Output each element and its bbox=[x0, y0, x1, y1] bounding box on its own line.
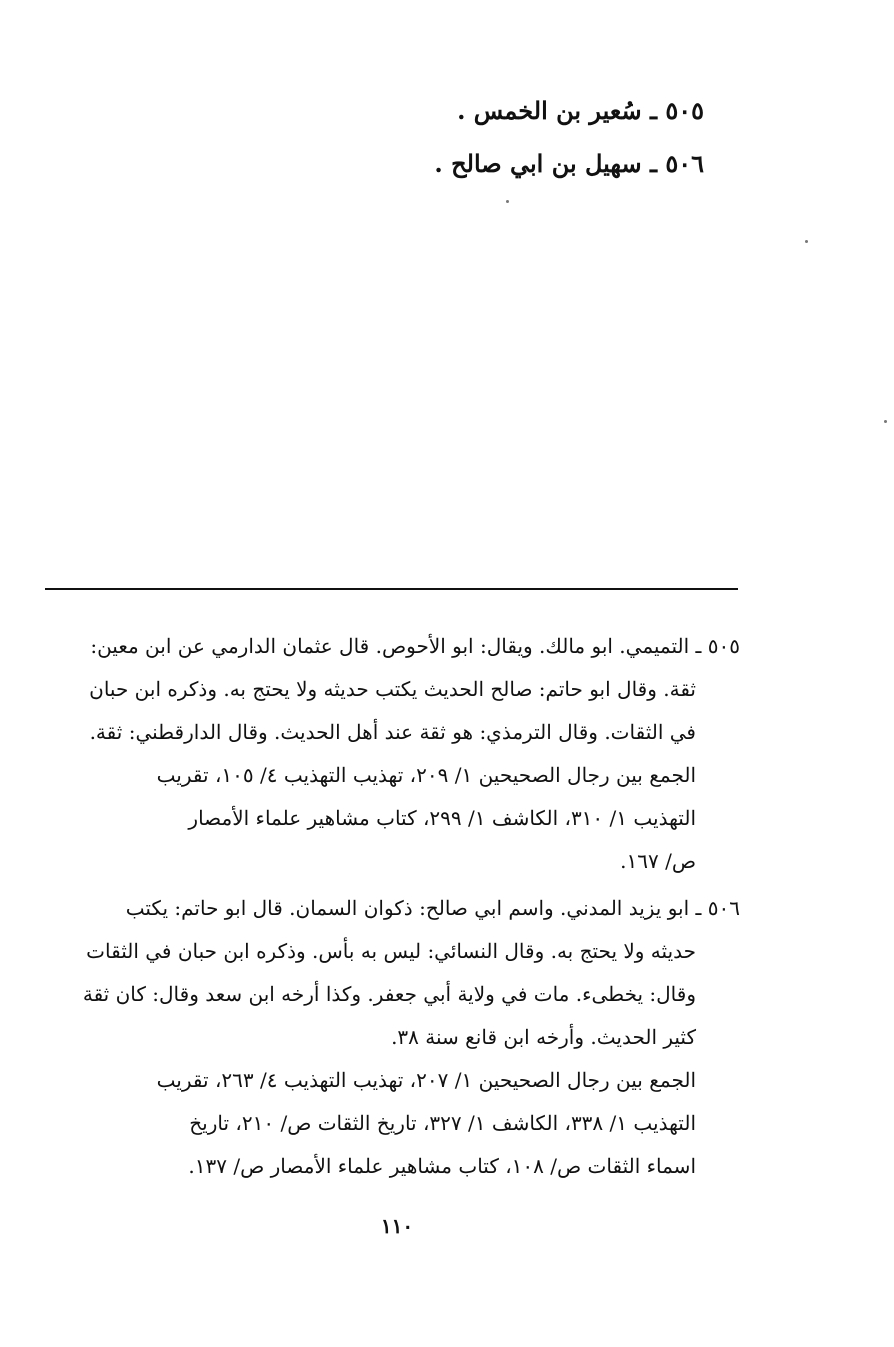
footnote-line: ص/ ١٦٧. bbox=[620, 849, 696, 873]
footnote-505 bbox=[40, 625, 740, 883]
footnote-line: ٥٠٦ ـ ابو يزيد المدني. واسم ابي صالح: ذكوان السمان. قال ابو حاتم: يكتب bbox=[125, 896, 740, 920]
footnote-line: الجمع بين رجال الصحيحين ١/ ٢٠٩، تهذيب التهذيب ٤/ ١٠٥، تقريب bbox=[156, 763, 696, 787]
entry-heading-505: ٥٠٥ ـ سُعير بن الخمس . bbox=[457, 96, 704, 125]
footnote-line: في الثقات. وقال الترمذي: هو ثقة عند أهل الحديث. وقال الدارقطني: ثقة. bbox=[89, 720, 696, 744]
footnote-line: الجمع بين رجال الصحيحين ١/ ٢٠٧، تهذيب التهذيب ٤/ ٢٦٣، تقريب bbox=[156, 1068, 696, 1092]
scan-speck bbox=[805, 240, 808, 243]
footnote-line: اسماء الثقات ص/ ١٠٨، كتاب مشاهير علماء الأمصار ص/ ١٣٧. bbox=[188, 1154, 696, 1178]
footnote-separator bbox=[45, 588, 738, 590]
scan-speck bbox=[884, 420, 887, 423]
footnote-line: التهذيب ١/ ٣٣٨، الكاشف ١/ ٣٢٧، تاريخ الثقات ص/ ٢١٠، تاريخ bbox=[189, 1111, 696, 1135]
footnote-506 bbox=[40, 887, 740, 1188]
scan-speck bbox=[506, 200, 509, 203]
footnote-line: حديثه ولا يحتج به. وقال النسائي: ليس به بأس. وذكره ابن حبان في الثقات bbox=[86, 939, 696, 963]
page-number: ١١٠ bbox=[380, 1214, 414, 1238]
footnote-line: ثقة. وقال ابو حاتم: صالح الحديث يكتب حديثه ولا يحتج به. وذكره ابن حبان bbox=[89, 677, 696, 701]
footnote-line: ٥٠٥ ـ التميمي. ابو مالك. ويقال: ابو الأحوص. قال عثمان الدارمي عن ابن معين: bbox=[90, 634, 740, 658]
entry-heading-506: ٥٠٦ ـ سهيل بن ابي صالح . bbox=[434, 149, 704, 178]
footnote-line: كثير الحديث. وأرخه ابن قانع سنة ٣٨. bbox=[391, 1025, 696, 1049]
footnote-line: التهذيب ١/ ٣١٠، الكاشف ١/ ٢٩٩، كتاب مشاهير علماء الأمصار bbox=[188, 806, 696, 830]
footnote-line: وقال: يخطىء. مات في ولاية أبي جعفر. وكذا أرخه ابن سعد وقال: كان ثقة bbox=[82, 982, 696, 1006]
